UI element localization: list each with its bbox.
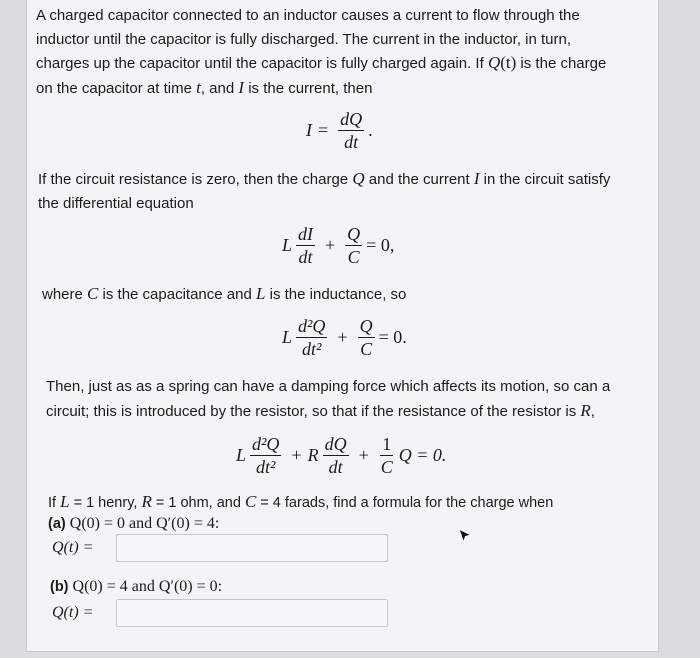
equation-lc-charge: L $\frac{\text{d²Q}}{\text{dt²}}$ + $\frac{Q}{C}$ = 0. [282,316,407,359]
part-a-answer-input[interactable] [116,534,388,562]
var-Q: Q [487,53,501,72]
intro-paragraph: A charged capacitor connected to an inductor causes a current to flow through the inductor until the capacitor is fully discharged. The current in the inductor, in turn, charges up the capacitor until the capacitor is fully charged again. If Q(t) is the charge on the capacitor at time t, and I is the current, then [36,7,607,97]
part-b-answer-label: Q(t) = [52,604,94,621]
equation-lc-current: L $\frac{dI}{dt}$ + $\frac{Q}{C}$ = 0, [282,224,395,267]
var-I: I [238,77,245,97]
given-paragraph: If L = 1 henry, R = 1 ohm, and C = 4 farads, find a formula for the charge when [48,492,554,511]
part-a-answer-row [52,534,388,562]
part-b-condition: (b) Q(0) = 4 and Q′(0) = 0: [50,578,223,595]
spring-paragraph: Then, just as as a spring can have a damping force which affects its motion, so can a circuit; this is introduced by the resistor, so that if the resistance of the resistor is R, [46,378,611,420]
part-a-condition: (a) Q(0) = 0 and Q′(0) = 4: [48,515,220,532]
where-paragraph: where C is the capacitance and L is the inductance, so [42,284,407,303]
equation-current: I = $\frac{dQ}{dt}$ . [306,109,373,152]
resistance-paragraph: If the circuit resistance is zero, then the charge Q and the current I in the circuit satisfy the differential equation [38,169,611,212]
equation-rlc-charge: L $\frac{\text{d²Q}}{\text{dt²}}$ + R $\frac{dQ}{dt}$ + $\frac{1}{C}$ Q = 0. [236,434,447,477]
var-t: t [196,77,201,97]
part-a-answer-label: Q(t) = [52,539,94,556]
part-b-answer-row [52,599,388,627]
intro-line-3: charges up the capacitor until the capacitor is fully charged again. If [36,55,488,72]
var-t-paren: (t) [500,53,517,72]
intro-line-2: inductor until the capacitor is fully discharged. The current in the inductor, in turn, [36,30,572,48]
intro-line-1: A charged capacitor connected to an inductor causes a current to flow through the [36,7,580,24]
mouse-cursor-icon [457,527,473,545]
part-b-answer-input[interactable] [116,599,388,627]
